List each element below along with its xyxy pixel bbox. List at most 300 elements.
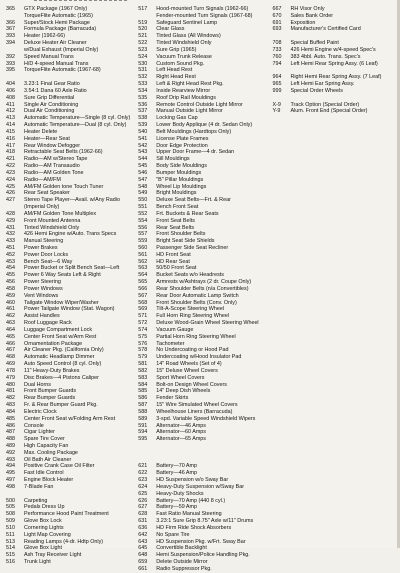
option-code: 544 [138, 156, 148, 163]
option-description: Bench Seat—6 Way [24, 258, 73, 265]
option-row [6, 409, 136, 416]
option-code: 426 [6, 190, 15, 197]
option-code: 540 [138, 128, 148, 135]
option-code: 623 [138, 477, 148, 484]
option-row [138, 436, 270, 443]
option-code: 366 [6, 19, 15, 26]
option-code [6, 204, 24, 211]
option-row [138, 218, 270, 225]
option-row [6, 170, 136, 177]
option-description: Automatic Headlamp Dimmer [24, 354, 95, 361]
option-description: HD Front Seat [156, 251, 191, 258]
option-description: Bright Mouldings [156, 190, 197, 197]
option-row [272, 81, 393, 88]
option-row [138, 108, 270, 115]
option-description: Body Side Mouldings [156, 163, 207, 170]
option-code: 505 [6, 504, 15, 511]
option-code: 406 [6, 87, 15, 94]
option-description: 15" Deluxe Wheel Covers [156, 367, 218, 374]
option-code: 547 [138, 176, 148, 183]
option-description: Speed Manual Trans [24, 53, 74, 60]
option-row [138, 54, 270, 61]
option-description: Track Option (Special Order) [290, 101, 360, 108]
option-row [6, 341, 136, 348]
option-code: 451 [6, 244, 15, 251]
option-description: Bolt-on Design Wheel Covers [156, 381, 227, 388]
option-code: 530 [138, 60, 148, 67]
option-code: 583 [138, 374, 148, 381]
option-description: Upper Door Frame—4 dr. Sedan [156, 149, 235, 156]
option-description: Automatic Temperature—Single (8 cyl. Only) [24, 115, 131, 122]
option-row [138, 552, 270, 559]
option-row [6, 54, 136, 61]
option-code: 467 [6, 347, 15, 354]
option-row [6, 20, 136, 27]
option-code: 517 [138, 6, 148, 12]
option-code: 661 [138, 565, 148, 572]
option-description: Radio—AM/FM [24, 176, 61, 183]
option-code: 760 [272, 53, 282, 60]
option-description: Sport Wheel Covers [156, 374, 205, 381]
option-row [272, 6, 393, 13]
option-description: Radio—AM w/Stereo Tape [24, 156, 88, 163]
option-code: 794 [272, 60, 282, 67]
option-code: 625 [138, 490, 148, 497]
option-description: Power Bucket or Split Bench Seat—Left [24, 265, 120, 272]
option-code: 559 [138, 238, 148, 245]
option-row [6, 149, 136, 156]
option-description: Electric Clock [24, 408, 57, 415]
option-row [6, 429, 136, 436]
option-description: (Imperial Only) [24, 204, 60, 211]
option-code: 433 [6, 238, 15, 245]
option-row [6, 6, 136, 13]
option-row [138, 429, 270, 436]
option-description: Light Map Covering [24, 531, 71, 538]
option-description: Manufacturer's Certified Card [290, 26, 361, 33]
option-description: Armrests w/Ashtrays (2 dr. Coupe Only) [156, 279, 252, 286]
option-code: 425 [6, 183, 15, 190]
option-row [138, 388, 270, 395]
option-code: 536 [138, 101, 148, 108]
option-code: 395 [6, 67, 15, 74]
option-description: Remote Control Outside Light Mirror [156, 101, 243, 108]
option-code: 595 [138, 436, 148, 443]
option-row [138, 13, 270, 20]
option-row [6, 382, 136, 389]
option-row [138, 525, 270, 532]
option-code [6, 13, 24, 20]
option-description: Sure Grip (1965) [156, 46, 197, 53]
blank-line [138, 457, 270, 464]
option-description: Hood-mounted Turn Signals (1962-66) [156, 6, 249, 12]
option-description: RH Visor Only [290, 6, 325, 12]
option-row [138, 265, 270, 272]
option-code: 414 [6, 122, 15, 129]
option-code: 524 [138, 53, 148, 60]
option-row [6, 259, 136, 266]
option-code: 587 [138, 402, 148, 409]
option-description: Locking Gas Cap [156, 115, 198, 122]
option-code: 578 [138, 347, 148, 354]
option-code: 513 [6, 538, 15, 545]
option-code: 636 [138, 524, 148, 531]
option-row [6, 33, 136, 40]
option-code: 520 [138, 26, 148, 33]
option-description: Sill Mouldings [156, 156, 190, 163]
option-description: Sure Grip Differential [24, 94, 75, 101]
option-row [272, 54, 393, 61]
option-description: HD Suspension Pkg. w/Frt. Sway Bar [156, 538, 246, 545]
option-row [6, 552, 136, 559]
blank-line [6, 74, 136, 81]
option-code: 548 [138, 183, 148, 190]
option-description: Battery—59 Amp [156, 504, 198, 511]
option-code: 584 [138, 381, 148, 388]
option-code: 460 [6, 299, 15, 306]
option-row [6, 361, 136, 368]
option-description: Assist Handles [24, 313, 60, 320]
option-row [138, 129, 270, 136]
option-row [138, 559, 270, 566]
option-code: 452 [6, 251, 15, 258]
option-description: Manual Steering [24, 238, 64, 245]
option-description: Power Door Locks [24, 251, 69, 258]
option-row [6, 484, 136, 491]
option-code: 539 [138, 122, 148, 129]
option-code: 594 [138, 429, 148, 436]
option-description: "B" Pillar Mouldings [156, 176, 204, 183]
option-code: 628 [138, 511, 148, 518]
option-code: 569 [138, 306, 148, 313]
option-row [6, 313, 136, 320]
option-description: Single Air Conditioning [24, 101, 79, 108]
option-row [138, 504, 270, 511]
option-row [138, 361, 270, 368]
option-row [138, 320, 270, 327]
option-row [138, 184, 270, 191]
option-code: 515 [6, 552, 15, 559]
option-description: Reading Lamps (4-dr. Hdtp Only) [24, 538, 104, 545]
option-code: 469 [6, 361, 15, 368]
option-description: Front Shoulder Belts (Conv. Only) [156, 299, 237, 306]
option-description: Spare Tire Cover [24, 436, 65, 443]
option-code: 500 [6, 497, 15, 504]
option-description: Deluxe Seat Belts—Frt. & Rear [156, 197, 231, 204]
option-code: 521 [138, 33, 148, 40]
option-code: 552 [138, 210, 148, 217]
option-row [272, 74, 393, 81]
option-description: AM/FM Golden Tone Multiplex [24, 210, 97, 217]
option-row [138, 341, 270, 348]
option-description: GTX Package (1967 Only) [24, 6, 88, 12]
option-code: 643 [138, 538, 148, 545]
option-description: Alum. Front End (Special Order) [290, 108, 368, 115]
option-description: Battery—70 Amp [156, 463, 198, 470]
option-description: Tinted Glass (All Windows) [156, 33, 221, 40]
option-row [138, 463, 270, 470]
option-description: Left Hemi Rear Spring Assy. (6 Leaf) [290, 60, 378, 67]
option-row [138, 259, 270, 266]
option-description: TorqueFlite Automatic (1965) [24, 12, 93, 19]
option-description: Exposition [290, 19, 316, 26]
option-row [6, 463, 136, 470]
option-description: Stereo Tape Player—Avail. w/Any Radio [24, 197, 120, 204]
option-code: 582 [138, 367, 148, 374]
blank-line [138, 443, 270, 450]
option-code: Y-9 [272, 108, 281, 115]
option-row [6, 354, 136, 361]
option-code: 588 [138, 408, 148, 415]
option-code: 534 [138, 87, 148, 94]
option-description: Fast Idle Control [24, 470, 64, 477]
option-row [6, 40, 136, 47]
option-code: 563 [138, 265, 148, 272]
option-description: Dual Horns [24, 381, 51, 388]
option-code: 482 [6, 395, 15, 402]
option-description: Inside Rearview Mirror [156, 87, 211, 94]
option-code: 498 [6, 483, 15, 490]
option-description: HD Suspension w/o Sway Bar [156, 477, 229, 484]
option-description: Heater—Rear Seat [24, 135, 70, 142]
option-description: Hemi Suspension/Police Handling Pkg. [156, 552, 250, 559]
option-code: 538 [138, 115, 148, 122]
option-description: Front Bumper Guards [24, 388, 77, 395]
option-row [138, 88, 270, 95]
option-row [272, 13, 393, 20]
option-code: 456 [6, 279, 15, 286]
option-row [138, 252, 270, 259]
blank-line [272, 33, 393, 40]
option-row [138, 197, 270, 204]
option-code: 556 [138, 224, 148, 231]
option-row [138, 40, 270, 47]
option-description: Bench Front Seat [156, 204, 199, 211]
option-code: 462 [6, 313, 15, 320]
option-row [272, 40, 393, 47]
option-code: 483 [6, 402, 15, 409]
option-row [6, 26, 136, 33]
option-code: 542 [138, 142, 148, 149]
option-row [272, 108, 393, 115]
option-code: 478 [6, 367, 15, 374]
option-row [138, 484, 270, 491]
option-code: 565 [138, 279, 148, 286]
option-description: Rear Shoulder Belts (n/a Convertibles) [156, 285, 249, 292]
option-code: 522 [138, 40, 148, 47]
option-code: 999 [272, 87, 282, 94]
option-description: Super/Stock Hemi Package [24, 19, 90, 26]
option-row [138, 470, 270, 477]
option-code: 691 [272, 19, 282, 26]
option-description: Heavy-Duty Suspension w/Sway Bar [156, 483, 245, 490]
option-row [138, 61, 270, 68]
option-code: 485 [6, 415, 15, 422]
option-description: Bright Seat Side Shields [156, 238, 215, 245]
option-row [6, 423, 136, 430]
option-row [138, 511, 270, 518]
option-description: Cigar Lighter [24, 429, 55, 436]
option-code: 586 [138, 395, 148, 402]
option-description: HD Firm Ride Shock Absorbers [156, 524, 232, 531]
option-row [6, 525, 136, 532]
option-code: 545 [138, 163, 148, 170]
option-code: 627 [138, 504, 148, 511]
option-description: Radio—AM Transaudio [24, 163, 80, 170]
option-description: 14" Deep Dish Wheels [156, 388, 211, 395]
option-row [138, 382, 270, 389]
option-description: Undercoating w/Hood Insulator Pad [156, 354, 242, 361]
option-row [138, 402, 270, 409]
option-code: 581 [138, 361, 148, 368]
option-code: 549 [138, 190, 148, 197]
option-row [138, 477, 270, 484]
option-row [6, 265, 136, 272]
option-row [138, 532, 270, 539]
option-description: Convertible Backlight [156, 545, 207, 552]
option-row [6, 95, 136, 102]
option-code: 509 [6, 518, 15, 525]
option-code: 589 [138, 415, 148, 422]
option-code: 417 [6, 142, 15, 149]
option-code: 393 [6, 33, 15, 40]
option-description: Center Front Seat w/Arm Rest [24, 333, 97, 340]
option-description: Roof Luggage Rack [24, 320, 72, 327]
option-description: Luggage Compartment Lock [24, 326, 93, 333]
option-description: Special Order Wheels [290, 87, 343, 94]
option-description: Right Head Rest [156, 74, 196, 81]
option-code: 535 [138, 94, 148, 101]
option-code: 392 [6, 53, 15, 60]
option-code: 415 [6, 128, 15, 135]
option-code: 541 [138, 135, 148, 142]
option-code: 494 [6, 463, 15, 470]
option-description: Special Buffed Paint [290, 40, 339, 47]
option-description: Vent Windows [24, 292, 59, 299]
option-description: Safeguard Sentinel Lamp [156, 19, 218, 26]
option-code: 964 [272, 74, 282, 81]
option-description: Center Front Seat w/Folding Arm Rest [24, 415, 116, 422]
option-description: Heater (1962-66) [24, 33, 66, 40]
option-code: 489 [6, 443, 15, 449]
option-row [138, 204, 270, 211]
option-row [6, 218, 136, 225]
option-code: 466 [6, 340, 15, 347]
option-code: 511 [6, 531, 15, 538]
option-description: Frt. Buckets & Rear Seats [156, 210, 219, 217]
option-description: Carpeting [24, 497, 48, 504]
option-row [138, 122, 270, 129]
option-row [138, 47, 270, 54]
option-code: 564 [138, 272, 148, 279]
option-description: 3.23:1 Final Gear Ratio [24, 81, 80, 88]
option-description: Pedals Dress Up [24, 504, 65, 511]
option-description: H/D 4-speed Manual Trans [24, 60, 89, 67]
option-code: 455 [6, 272, 15, 279]
option-row [138, 170, 270, 177]
option-row [6, 498, 136, 505]
option-row [138, 313, 270, 320]
option-description: w/Dual Exhaust (Imperial Only) [24, 46, 99, 53]
option-row [6, 184, 136, 191]
option-code: 708 [272, 40, 282, 47]
option-code: 464 [6, 326, 15, 333]
option-description: Roof Drip Rail Mouldings [156, 94, 216, 101]
option-row [6, 190, 136, 197]
option-code: 365 [6, 6, 15, 12]
option-description: Alternator—46 Amps [156, 422, 207, 429]
option-row [6, 532, 136, 539]
option-code: 693 [272, 26, 282, 33]
option-code: 394 [6, 40, 15, 47]
option-row [138, 347, 270, 354]
option-row [138, 293, 270, 300]
option-row [6, 47, 136, 54]
option-description: Auto Speed Control (8 cyl. Only) [24, 361, 102, 368]
option-description: Power Brakes [24, 244, 58, 251]
option-row [138, 409, 270, 416]
option-row [138, 423, 270, 430]
option-code: 416 [6, 135, 15, 142]
option-description: Engine Block Heater [24, 477, 74, 484]
option-row [6, 477, 136, 484]
option-row [6, 306, 136, 313]
option-row [138, 163, 270, 170]
option-code: 560 [138, 244, 148, 251]
option-row [6, 334, 136, 341]
option-code [138, 13, 156, 20]
option-description: Tilt-A-Scope Steering Wheel [156, 306, 225, 313]
option-row [138, 279, 270, 286]
option-row [6, 156, 136, 163]
option-row [6, 272, 136, 279]
option-description: Front Shoulder Belts [156, 231, 206, 238]
option-description: Power Windows [24, 285, 63, 292]
option-code: 465 [6, 333, 15, 340]
option-row [6, 402, 136, 409]
option-description: Cornering Lights [24, 524, 64, 531]
option-row [6, 108, 136, 115]
option-description: Wheel Lip Mouldings [156, 183, 207, 190]
option-row [138, 272, 270, 279]
option-row [138, 149, 270, 156]
option-code: 463 [6, 320, 15, 327]
blank-line [272, 67, 393, 74]
option-code: 579 [138, 354, 148, 361]
option-code: 575 [138, 333, 148, 340]
option-description: Glove Box Lock [24, 518, 62, 525]
option-description: Tailgate Window Wiper/Washer [24, 299, 99, 306]
option-description: 3.23:1 Sure Grip 8.75" Axle w/11" Drums [156, 518, 254, 525]
option-row [6, 320, 136, 327]
option-row [138, 354, 270, 361]
option-code: 645 [138, 545, 148, 552]
option-description: Rear Bumper Guards [24, 395, 76, 402]
option-row [6, 347, 136, 354]
option-description: Ornamentation Package [24, 340, 83, 347]
option-code: 486 [6, 422, 15, 429]
option-description: Battery—70 Amp (440 8 cyl.) [156, 497, 226, 504]
option-description: Positive Crank Case Oil Filter [24, 463, 95, 470]
option-code: 481 [6, 388, 15, 395]
option-row [6, 470, 136, 477]
option-row [6, 436, 136, 443]
option-row [6, 511, 136, 518]
option-description: AM/FM Golden tone Touch Tuner [24, 183, 104, 190]
option-description: Vacuum Trunk Release [156, 53, 212, 60]
option-description: Performance Hood Paint Treatment [24, 511, 109, 518]
option-code: 424 [6, 176, 15, 183]
